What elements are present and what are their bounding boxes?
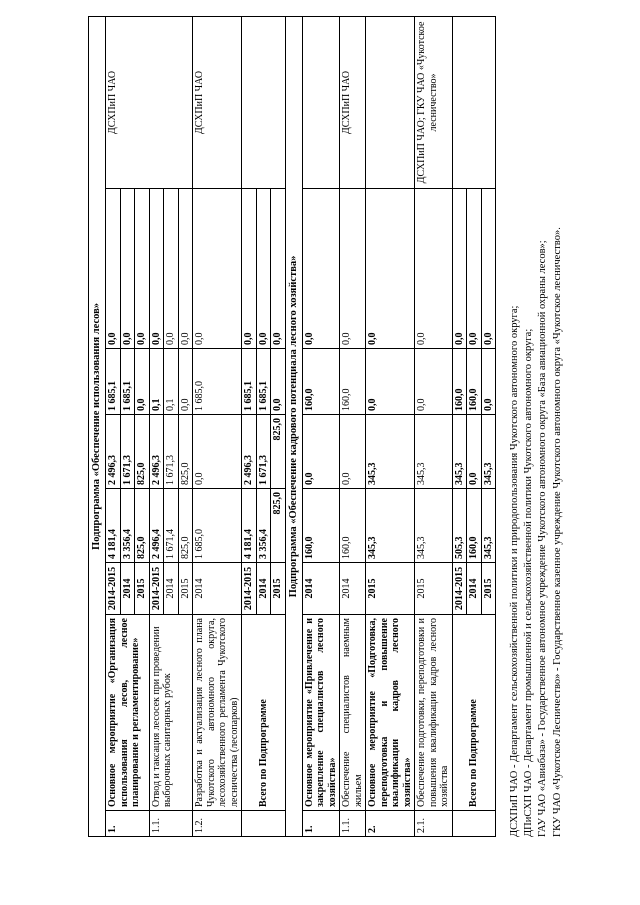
section-header-staff: [285, 16, 302, 836]
value-district: 825,0: [178, 415, 193, 489]
value-other: 0,0: [415, 189, 453, 349]
row-year: 2014: [256, 563, 271, 615]
table-row: [302, 16, 340, 836]
abbreviations-footnote: [508, 17, 565, 837]
value-total: 345,3: [415, 489, 453, 563]
row-year: 2014-2015: [452, 563, 467, 615]
row-year: 2014: [120, 563, 135, 615]
row-executor: ДСХПиП ЧАО: [106, 16, 193, 188]
value-federal: 1 685,1: [242, 349, 257, 415]
value-other: 0,0: [340, 189, 366, 349]
value-total: 160,0: [302, 489, 340, 563]
row-year: 2014: [193, 563, 242, 615]
row-year: 2015: [415, 563, 453, 615]
value-other: 0,0: [256, 189, 271, 349]
value-federal: 1 685,0: [193, 349, 242, 415]
value-total: 825,0: [135, 489, 150, 563]
value-district: 0,0: [193, 415, 242, 489]
row-executor: ДСХПиП ЧАО: [340, 16, 366, 188]
footnote-line: ГКУ ЧАО «Чукотское Лесничество» - Государственное казенное учреждение Чукотского автономного округа «Чукотское лесничество».: [551, 227, 563, 837]
value-district: 2 496,3: [242, 415, 257, 489]
value-total: 160,0: [340, 489, 366, 563]
value-federal: 0,0: [271, 349, 286, 415]
value-other: 0,0: [271, 189, 286, 349]
row-name: Основное мероприятие «Подготовка, переподготовка и повышение квалификации кадров лесного хозяйства»: [366, 615, 415, 811]
row-year: 2014-2015: [106, 563, 121, 615]
value-district: 0,0: [340, 415, 366, 489]
row-name: Обеспечение подготовки, переподготовки и повышения квалификации кадров лесного хозяйства: [415, 615, 453, 811]
value-district: 345,3: [366, 415, 415, 489]
row-executor: [452, 16, 496, 188]
value-other: 0,0: [242, 189, 257, 349]
value-other: 0,0: [302, 189, 340, 349]
table-row-total: [242, 16, 257, 836]
value-other: 0,0: [452, 189, 467, 349]
table-row: [366, 16, 415, 836]
value-total: 160,0: [467, 489, 482, 563]
value-federal: 1 685,1: [256, 349, 271, 415]
value-other: 0,0: [120, 189, 135, 349]
table-row: [193, 16, 242, 836]
row-executor: ДСХПиП ЧАО: [193, 16, 242, 188]
row-year: 2015: [481, 563, 496, 615]
row-year: 2014: [164, 563, 179, 615]
row-year: 2015: [178, 563, 193, 615]
value-district: 0,0: [467, 415, 482, 489]
table-row-total: [452, 16, 467, 836]
value-district: 345,3: [481, 415, 496, 489]
value-district: 825,0: [271, 415, 286, 489]
value-federal: 160,0: [452, 349, 467, 415]
table-row: [340, 16, 366, 836]
value-federal: 1 685,1: [120, 349, 135, 415]
row-number: 1.2.: [193, 811, 242, 837]
value-total: 4 181,4: [106, 489, 121, 563]
row-number: [242, 811, 286, 837]
value-other: 0,0: [366, 189, 415, 349]
row-number: 1.1.: [149, 811, 193, 837]
value-district: 825,0: [135, 415, 150, 489]
value-district: 1 671,3: [164, 415, 179, 489]
value-total: 3 356,4: [256, 489, 271, 563]
value-total: 1 685,0: [193, 489, 242, 563]
section-header-forest-use: [89, 16, 106, 836]
program-table: [88, 16, 496, 837]
value-federal: 0,0: [366, 349, 415, 415]
row-number: [452, 811, 496, 837]
value-other: 0,0: [106, 189, 121, 349]
row-year: 2014: [467, 563, 482, 615]
value-federal: 0,1: [164, 349, 179, 415]
value-district: 2 496,3: [106, 415, 121, 489]
value-district: 1 671,3: [256, 415, 271, 489]
row-year: 2015: [271, 563, 286, 615]
row-name: Разработка и актуализация лесного плана Чукотского автономного округа, лесохозяйственного регламента Чукотского лесничества (лесопарков): [193, 615, 242, 811]
value-other: 0,0: [193, 189, 242, 349]
row-number: 2.: [366, 811, 415, 837]
value-federal: 0,0: [481, 349, 496, 415]
value-other: 0,0: [164, 189, 179, 349]
row-name: Основное мероприятие «Организация использования лесов, лесное планирование и регламентирование»: [106, 615, 150, 811]
value-federal: 0,0: [415, 349, 453, 415]
row-year: 2014: [302, 563, 340, 615]
value-federal: 0,0: [178, 349, 193, 415]
row-executor: [242, 16, 286, 188]
value-district: 0,0: [302, 415, 340, 489]
value-total: 825,0: [271, 489, 286, 563]
value-federal: 160,0: [302, 349, 340, 415]
value-total: 2 496,4: [149, 489, 164, 563]
value-other: 0,0: [149, 189, 164, 349]
value-total: 1 671,4: [164, 489, 179, 563]
footnote-line: ДПиСХП ЧАО - Департамент промышленной и сельскохозяйственной политики Чукотского автономного округа;: [523, 328, 535, 837]
row-name: Отвод и таксация лесосек при проведении выборочных санитарных рубок: [149, 615, 193, 811]
section-title: Подпрограмма «Обеспечение использования лесов»: [89, 16, 106, 836]
value-total: 3 356,4: [120, 489, 135, 563]
row-executor: ДСХПиП ЧАО; ГКУ ЧАО «Чукотское лесничество»: [415, 16, 453, 188]
row-name: Обеспечение специалистов наемным жильем: [340, 615, 366, 811]
table-row: [415, 16, 453, 836]
value-federal: 160,0: [340, 349, 366, 415]
value-district: 345,3: [415, 415, 453, 489]
value-total: 345,3: [366, 489, 415, 563]
value-other: 0,0: [467, 189, 482, 349]
row-year: 2014-2015: [149, 563, 164, 615]
row-number: 2.1.: [415, 811, 453, 837]
row-year: 2014-2015: [242, 563, 257, 615]
row-name: Всего по Подпрограмме: [242, 615, 286, 811]
row-name: Всего по Подпрограмме: [452, 615, 496, 811]
value-other: 0,0: [481, 189, 496, 349]
row-number: 1.: [106, 811, 150, 837]
value-district: 2 496,3: [149, 415, 164, 489]
row-name: Основное мероприятие «Привлечение и закрепление специалистов лесного хозяйства»: [302, 615, 340, 811]
row-number: 1.1.: [340, 811, 366, 837]
value-total: 4 181,4: [242, 489, 257, 563]
footnote-line: ГАУ ЧАО «Авиабаза» - Государственное автономное учреждение Чукотского автономного округа «База авиационной охраны лесов»;: [537, 240, 549, 837]
value-other: 0,0: [178, 189, 193, 349]
value-total: 345,3: [481, 489, 496, 563]
value-federal: 1 685,1: [106, 349, 121, 415]
row-executor: [302, 16, 340, 188]
footnote-line: ДСХПиП ЧАО - Департамент сельскохозяйственной политики и природопользования Чукотского автономного округа;: [509, 305, 520, 837]
row-number: 1.: [302, 811, 340, 837]
row-year: 2015: [366, 563, 415, 615]
row-executor: [366, 16, 415, 188]
value-district: 1 671,3: [120, 415, 135, 489]
value-total: 505,3: [452, 489, 467, 563]
value-total: 825,0: [178, 489, 193, 563]
value-federal: 0,0: [135, 349, 150, 415]
table-row: [106, 16, 121, 836]
value-district: 345,3: [452, 415, 467, 489]
section-title: Подпрограмма «Обеспечение кадрового потенциала лесного хозяйства»: [285, 16, 302, 836]
row-year: 2014: [340, 563, 366, 615]
value-federal: 0,1: [149, 349, 164, 415]
value-federal: 160,0: [467, 349, 482, 415]
row-year: 2015: [135, 563, 150, 615]
value-other: 0,0: [135, 189, 150, 349]
